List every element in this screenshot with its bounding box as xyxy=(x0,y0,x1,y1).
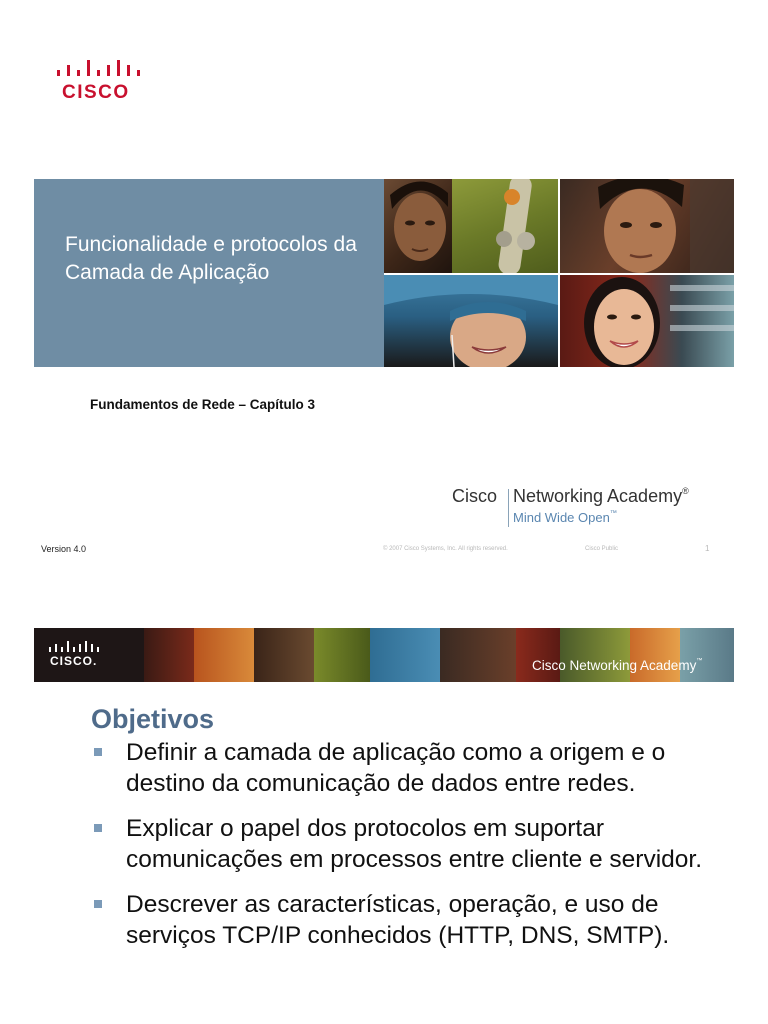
version-label: Version 4.0 xyxy=(41,544,87,554)
cisco-bridge-icon xyxy=(48,640,102,654)
list-item xyxy=(92,813,712,875)
list-item xyxy=(92,889,712,951)
bullet-square-icon xyxy=(94,824,102,832)
logo-divider xyxy=(508,489,509,527)
strip-academy-name xyxy=(532,658,702,673)
cisco-bridge-icon xyxy=(55,58,143,82)
bullet-square-icon xyxy=(94,748,102,756)
presentation-title: Funcionalidade e protocolos da Camada de Aplicação xyxy=(65,233,357,284)
bullet-square-icon xyxy=(94,900,102,908)
registered-mark: ® xyxy=(682,486,689,496)
bullet-text: Explicar o papel dos protocolos em suportar comunicações em processos entre cliente e servidor. xyxy=(126,815,703,873)
portrait-photo xyxy=(560,179,734,273)
strip-cisco-wordmark: CISCO. xyxy=(50,654,98,668)
academy-tagline xyxy=(513,510,617,525)
objectives-list xyxy=(92,737,712,965)
trademark-mark: ™ xyxy=(696,658,703,664)
slide-objectives xyxy=(0,590,768,1024)
bullet-text: Definir a camada de aplicação como a origem e o destino da comunicação de dados entre redes. xyxy=(126,739,666,797)
portrait-photo xyxy=(384,275,558,367)
networking-academy-logo xyxy=(452,486,714,530)
portrait-photo xyxy=(384,179,452,273)
trademark-mark: ™ xyxy=(609,510,617,517)
title-panel xyxy=(34,179,384,367)
cisco-logo xyxy=(55,58,145,104)
strip-cisco-logo xyxy=(48,640,108,672)
classification-label: Cisco Public xyxy=(585,546,619,552)
academy-brand: Cisco xyxy=(452,486,498,506)
skateboard-photo xyxy=(452,179,558,273)
photo-mosaic xyxy=(384,179,734,367)
copyright-notice: © 2007 Cisco Systems, Inc. All rights reserved. xyxy=(383,546,508,552)
header-strip xyxy=(34,628,734,682)
title-banner xyxy=(34,179,734,367)
portrait-photo xyxy=(560,275,734,367)
strip-academy-text: Cisco Networking Academy xyxy=(532,658,697,673)
cisco-logo-wordmark: CISCO xyxy=(62,82,130,103)
academy-name-text: Networking Academy xyxy=(513,486,683,506)
bullet-text: Descrever as características, operação, e uso de serviços TCP/IP conhecidos (HTTP, DNS, SMTP). xyxy=(126,891,670,949)
academy-name xyxy=(513,486,689,507)
page-number: 1 xyxy=(705,544,710,553)
chapter-subtitle: Fundamentos de Rede – Capítulo 3 xyxy=(90,397,316,412)
tagline-text: Mind Wide Open xyxy=(513,510,610,525)
list-item xyxy=(92,737,712,799)
slide-title: Objetivos xyxy=(91,704,215,734)
